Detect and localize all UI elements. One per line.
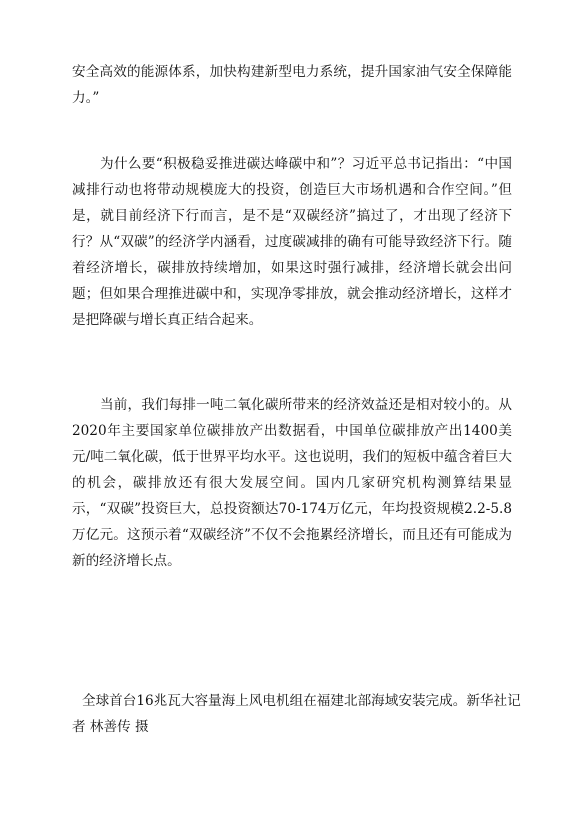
photo-caption: 全球首台16兆瓦大容量海上风电机组在福建北部海域安装完成。新华社记者 林善传 摄	[72, 693, 521, 735]
article-paragraph-why-dual-carbon: 为什么要“积极稳妥推进碳达峰碳中和”？习近平总书记指出：“中国减排行动也将带动规模庞大的投资，创造巨大市场机遇和合作空间。”但是，就目前经济下行而言，是不是“双碳经济”搞过了，才出现了经济下行？从“双碳”的经济学内涵看，过度碳减排的确有可能导致经济下行。随着经济增长，碳排放持续增加，如果这时强行减排，经济增长就会出问题；但如果合理推进碳中和，实现净零排放，就会推动经济增长，这样才是把降碳与增长真正结合起来。	[72, 156, 512, 328]
article-paragraph-continued: 安全高效的能源体系，加快构建新型电力系统，提升国家油气安全保障能力。”	[72, 64, 512, 106]
article-paragraph-carbon-output: 当前，我们每排一吨二氧化碳所带来的经济效益还是相对较小的。从2020年主要国家单位碳排放产出数据看，中国单位碳排放产出1400美元/吨二氧化碳，低于世界平均水平。这也说明，我们的短板中蕴含着巨大的机会，碳排放还有很大发展空间。国内几家研究机构测算结果显示，“双碳”投资巨大，总投资额达70-174万亿元，年均投资规模2.2-5.8万亿元。这预示着“双碳经济”不仅不会拖累经济增长，而且还有可能成为新的经济增长点。	[72, 397, 512, 569]
